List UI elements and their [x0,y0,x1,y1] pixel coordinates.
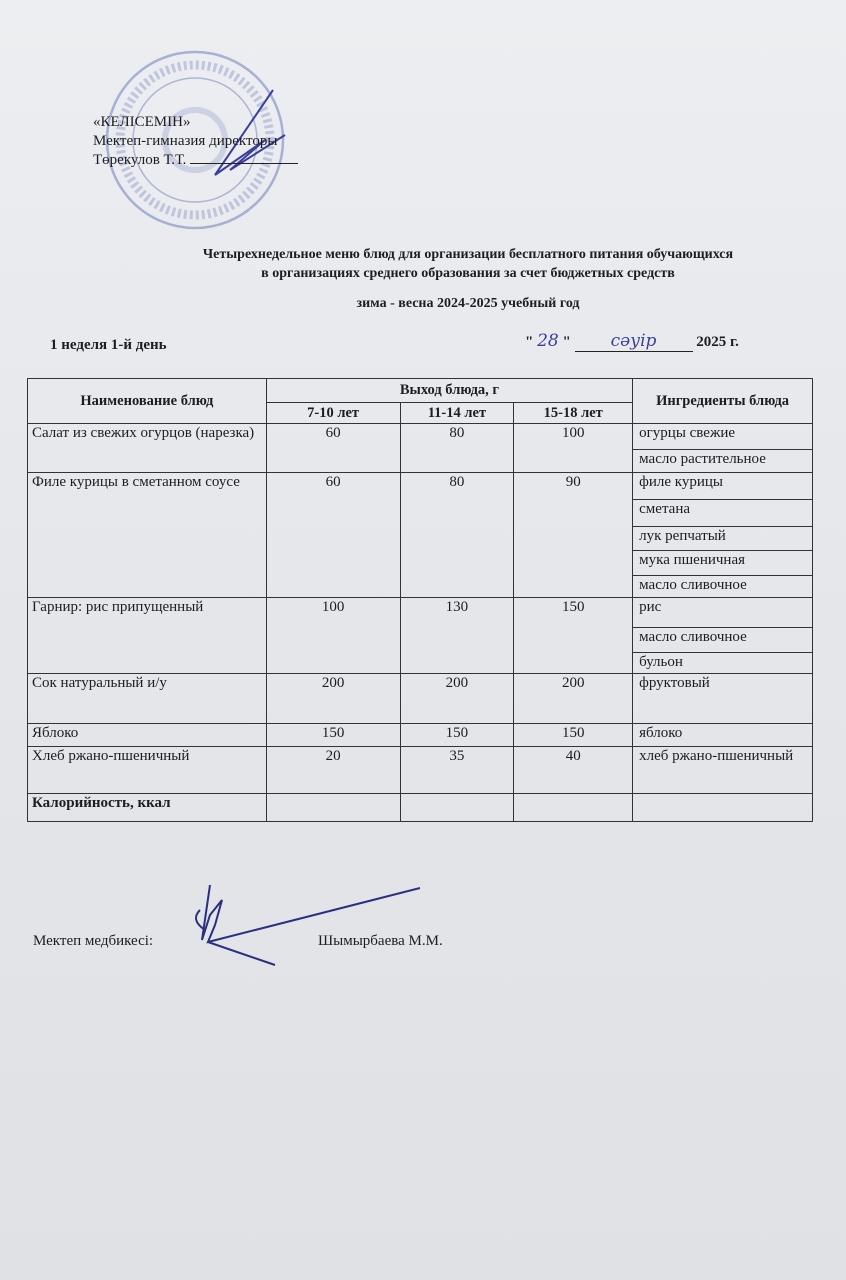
dish-name: Филе курицы в сметанном соусе [28,473,267,598]
document-title [45,245,846,283]
calories-cell [514,794,633,822]
yield-11-14: 80 [400,473,514,598]
yield-7-10: 150 [266,724,400,747]
table-row [28,674,813,724]
header-age-7-10: 7-10 лет [266,403,400,424]
date-year: 2025 г. [696,334,739,350]
ingredient: лук репчатый [633,527,813,551]
yield-7-10: 60 [266,424,400,473]
table-row [28,598,813,628]
calories-cell [400,794,514,822]
dish-name: Сок натуральный и/у [28,674,267,724]
approval-name: Төрекулов Т.Т. [93,152,187,168]
approval-block [93,113,298,170]
yield-15-18: 200 [514,674,633,724]
ingredient: бульон [633,653,813,674]
day-label: 1 неделя 1-й день [50,337,167,353]
table-row [28,724,813,747]
header-age-11-14: 11-14 лет [400,403,514,424]
table-row [28,424,813,450]
calories-cell [266,794,400,822]
date-day: 28 [537,331,559,351]
dish-name: Хлеб ржано-пшеничный [28,747,267,794]
yield-7-10: 100 [266,598,400,674]
yield-15-18: 150 [514,724,633,747]
ingredient: филе курицы [633,473,813,500]
yield-15-18: 100 [514,424,633,473]
approval-heading: «КЕЛІСЕМІН» [93,114,191,130]
yield-7-10: 60 [266,473,400,598]
header-age-15-18: 15-18 лет [514,403,633,424]
table-row [28,747,813,794]
yield-11-14: 35 [400,747,514,794]
ingredient: огурцы свежие [633,424,813,450]
ingredient: хлеб ржано-пшеничный [633,747,813,794]
ingredient: масло растительное [633,450,813,473]
yield-15-18: 90 [514,473,633,598]
nurse-signature [180,880,430,970]
ingredient: фруктовый [633,674,813,724]
ingredient: мука пшеничная [633,551,813,576]
ingredient: сметана [633,500,813,527]
header-ingredients: Ингредиенты блюда [633,379,813,424]
dish-name: Яблоко [28,724,267,747]
yield-7-10: 200 [266,674,400,724]
date-month: сәуір [610,331,657,351]
approval-position: Мектеп-гимназия директоры [93,133,278,149]
calories-label: Калорийность, ккал [28,794,267,822]
nurse-label: Мектеп медбикесі: [33,933,154,949]
yield-7-10: 20 [266,747,400,794]
yield-11-14: 130 [400,598,514,674]
ingredient: масло сливочное [633,628,813,653]
header-dish: Наименование блюд [28,379,267,424]
yield-15-18: 40 [514,747,633,794]
calories-row [28,794,813,822]
season-title: зима - весна 2024-2025 учебный год [356,296,580,311]
ingredient: яблоко [633,724,813,747]
title-line-2: в организациях среднего образования за счет бюджетных средств [261,266,675,281]
menu-table [27,378,813,822]
table-row [28,473,813,500]
dish-name: Гарнир: рис припущенный [28,598,267,674]
yield-15-18: 150 [514,598,633,674]
nurse-name: Шымырбаева М.М. [318,933,443,949]
calories-cell [633,794,813,822]
title-line-1: Четырехнедельное меню блюд для организации бесплатного питания обучающихся [202,247,734,262]
yield-11-14: 200 [400,674,514,724]
yield-11-14: 150 [400,724,514,747]
signature-line [190,163,298,164]
dish-name: Салат из свежих огурцов (нарезка) [28,424,267,473]
ingredient: рис [633,598,813,628]
ingredient: масло сливочное [633,576,813,598]
yield-11-14: 80 [400,424,514,473]
date-line: " 28 " сәуір 2025 г. [525,331,739,351]
header-yield: Выход блюда, г [266,379,632,403]
